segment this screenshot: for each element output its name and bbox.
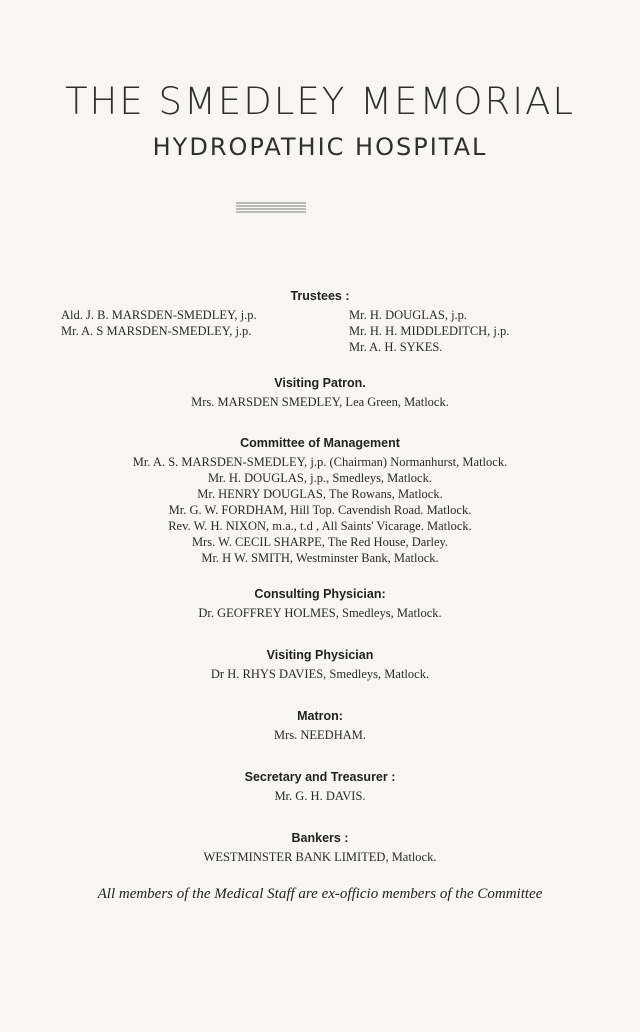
secretary-line: Mr. G. H. DAVIS. — [274, 789, 366, 803]
bankers-heading: Bankers : — [291, 831, 349, 845]
committee-member: Mr. HENRY DOUGLAS, The Rowans, Matlock. — [197, 487, 443, 501]
trustee-left-1: Ald. J. B. MARSDEN-SMEDLEY, j.p. — [61, 308, 257, 322]
patron-heading: Visiting Patron. — [274, 376, 366, 390]
ornament-divider — [236, 200, 306, 214]
committee-heading: Committee of Management — [240, 436, 400, 450]
committee-member: Rev. W. H. NIXON, m.a., t.d , All Saints' Vicarage. Matlock. — [168, 519, 472, 533]
visiting-physician-heading: Visiting Physician — [266, 648, 374, 662]
patron-line: Mrs. MARSDEN SMEDLEY, Lea Green, Matlock. — [191, 395, 449, 409]
matron-heading: Matron: — [297, 709, 343, 723]
committee-member: Mr. A. S. MARSDEN-SMEDLEY, j.p. (Chairman) Normanhurst, Matlock. — [132, 455, 508, 469]
title-line-2: HYDROPATHIC HOSPITAL — [152, 133, 488, 161]
trustee-left-2: Mr. A. S MARSDEN-SMEDLEY, j.p. — [61, 324, 252, 338]
trustee-right-3: Mr. A. H. SYKES. — [349, 340, 443, 354]
title-line-1: THE SMEDLEY MEMORIAL — [64, 80, 576, 123]
trustee-right-1: Mr. H. DOUGLAS, j.p. — [349, 308, 468, 322]
committee-member: Mr. G. W. FORDHAM, Hill Top. Cavendish Road. Matlock. — [168, 503, 472, 517]
committee-member: Mr. H. DOUGLAS, j.p., Smedleys, Matlock. — [208, 471, 432, 485]
matron-line: Mrs. NEEDHAM. — [273, 728, 366, 742]
committee-member: Mr. H W. SMITH, Westminster Bank, Matlock. — [201, 551, 439, 565]
footer-note: All members of the Medical Staff are ex-officio members of the Committee — [97, 886, 543, 902]
committee-member: Mrs. W. CECIL SHARPE, The Red House, Darley. — [191, 535, 449, 549]
visiting-physician-line: Dr H. RHYS DAVIES, Smedleys, Matlock. — [210, 667, 430, 681]
trustee-right-2: Mr. H. H. MIDDLEDITCH, j.p. — [349, 324, 510, 338]
bankers-line: WESTMINSTER BANK LIMITED, Matlock. — [203, 850, 437, 864]
secretary-heading: Secretary and Treasurer : — [244, 770, 396, 784]
consulting-physician-heading: Consulting Physician: — [254, 587, 386, 601]
trustees-heading: Trustees : — [290, 289, 350, 303]
consulting-physician-line: Dr. GEOFFREY HOLMES, Smedleys, Matlock. — [198, 606, 442, 620]
